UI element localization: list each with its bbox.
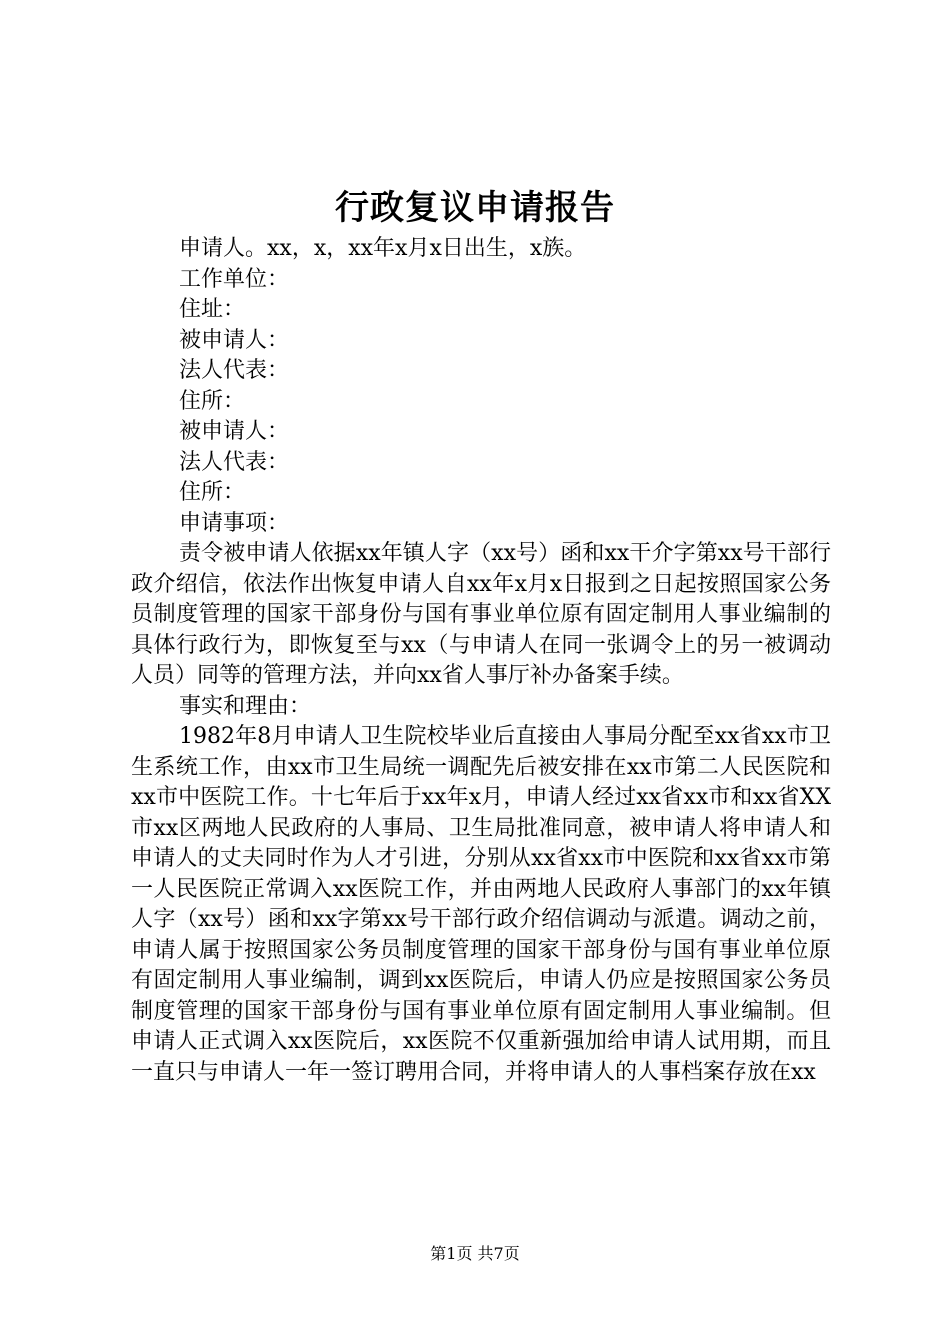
respondent-line-2: 被申请人： — [179, 419, 290, 444]
work-unit-line: 工作单位： — [179, 266, 290, 292]
request-paragraph: 责令被申请人依据xx年镇人字（xx号）函和xx干介字第xx号干部行政介绍信，依法作出恢复申请人自xx年x月x日报到之日起按照国家公务员制度管理的国家干部身份与国有事业单位原有固定制用人事业编制的具体行政行为，即恢复至与xx（与申请人在同一张调令上的另一被调动人员）同等的管理方法，并向xx省人事厅补办备案手续。 — [131, 541, 831, 688]
legal-representative-line-1: 法人代表： — [179, 358, 290, 383]
document-body — [131, 234, 831, 1088]
facts-heading: 事实和理由： — [179, 693, 312, 719]
legal-representative-line-2: 法人代表： — [179, 449, 290, 475]
address-line: 住址： — [179, 297, 246, 322]
domicile-line-2: 住所： — [179, 480, 246, 505]
applicant-line: 申请人。xx，x，xx年x月x日出生，x族。 — [179, 236, 587, 261]
document-title: 行政复议申请报告 — [335, 188, 615, 228]
facts-paragraph: 1982年8月申请人卫生院校毕业后直接由人事局分配至xx省xx市卫生系统工作，由xx市卫生局统一调配先后被安排在xx市第二人民医院和xx市中医院工作。十七年后于xx年x月，申请人经过xx省xx市和xx省XX市xx区两地人民政府的人事局、卫生局批准同意，被申请人将申请人和申请人的丈夫同时作为人才引进，分别从xx省xx市中医院和xx省xx市第一人民医院正常调入xx医院工作，并由两地人民政府人事部门的xx年镇人字（xx号）函和xx字第xx号干部行政介绍信调动与派遣。调动之前，申请人属于按照国家公务员制度管理的国家干部身份与国有事业单位原有固定制用人事业编制，调到xx医院后，申请人仍应是按照国家公务员制度管理的国家干部身份与国有事业单位原有固定制用人事业编制。但申请人正式调入xx医院后，xx医院不仅重新强加给申请人试用期，而且一直只与申请人一年一签订聘用合同，并将申请人的人事档案存放在xx — [131, 724, 831, 1085]
respondent-line-1: 被申请人： — [179, 327, 290, 353]
page-number: 第1页 共7页 — [430, 1244, 520, 1263]
request-items-heading: 申请事项： — [179, 510, 290, 536]
domicile-line-1: 住所： — [179, 388, 246, 414]
